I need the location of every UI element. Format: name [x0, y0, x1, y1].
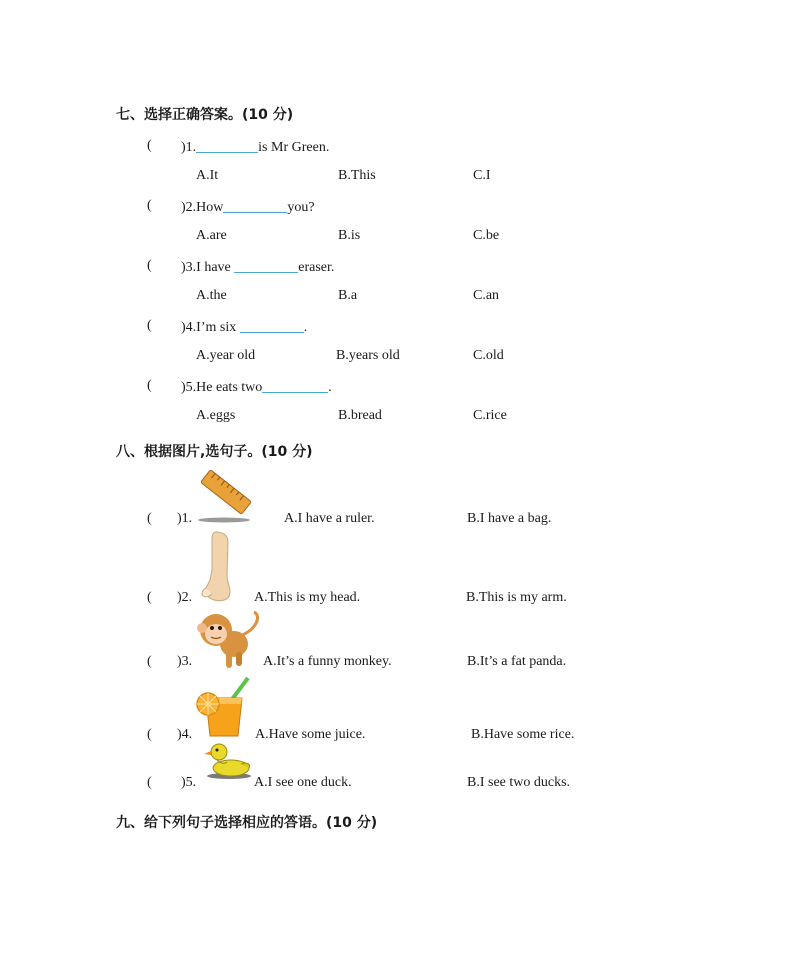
- question-text-after: eraser.: [298, 260, 335, 275]
- question-text-before: How: [196, 200, 224, 215]
- question-text-after: .: [328, 380, 332, 395]
- option-a: A.This is my head.: [254, 590, 361, 605]
- question-7-4: [181, 318, 307, 336]
- answer-blank[interactable]: [196, 138, 258, 153]
- question-number: )2.: [181, 200, 197, 215]
- option-b: B.bread: [338, 408, 382, 423]
- question-text-before: I’m six: [196, 320, 240, 335]
- monkey-icon: [196, 606, 266, 670]
- option-a: A.the: [196, 288, 227, 303]
- question-7-2: [181, 198, 315, 216]
- arm-icon: [200, 530, 236, 604]
- answer-blank[interactable]: [262, 378, 328, 393]
- question-number: )4.: [181, 320, 197, 335]
- option-a: A.eggs: [196, 408, 236, 423]
- answer-paren: (: [147, 198, 152, 213]
- question-7-1: [181, 138, 329, 156]
- answer-paren: (: [147, 775, 152, 790]
- option-c: C.old: [473, 348, 504, 363]
- question-text-before: I have: [196, 260, 235, 275]
- option-c: C.rice: [473, 408, 507, 423]
- ruler-icon: [196, 470, 256, 524]
- answer-paren: (: [147, 258, 152, 273]
- answer-paren: (: [147, 727, 152, 742]
- duck-icon: [203, 742, 255, 780]
- question-number: )3.: [181, 260, 197, 275]
- option-b: B.is: [338, 228, 361, 243]
- question-7-5: [181, 378, 332, 396]
- answer-paren: (: [147, 378, 152, 393]
- answer-blank[interactable]: [234, 258, 298, 273]
- option-b: B.I see two ducks.: [467, 775, 571, 790]
- juice-icon: [196, 676, 254, 740]
- option-c: C.an: [473, 288, 500, 303]
- option-a: A.It’s a funny monkey.: [263, 654, 392, 669]
- answer-paren: (: [147, 590, 152, 605]
- section-7-title: 七、选择正确答案。(10 分): [116, 107, 294, 123]
- section-8-title: 八、根据图片,选句子。(10 分): [116, 444, 313, 460]
- option-c: C.be: [473, 228, 500, 243]
- option-a: A.I have a ruler.: [284, 511, 375, 526]
- option-c: C.I: [473, 168, 491, 183]
- option-a: A.are: [196, 228, 227, 243]
- answer-paren: (: [147, 138, 152, 153]
- question-7-3: [181, 258, 334, 276]
- question-number: )3.: [177, 654, 193, 669]
- question-number: )5.: [181, 775, 197, 790]
- question-text-before: He eats two: [196, 380, 263, 395]
- question-text-after: you?: [287, 200, 315, 215]
- question-number: )5.: [181, 380, 197, 395]
- option-a: A.year old: [196, 348, 256, 363]
- option-b: B.This is my arm.: [466, 590, 567, 605]
- section-9-title: 九、给下列句子选择相应的答语。(10 分): [116, 815, 378, 831]
- answer-paren: (: [147, 511, 152, 526]
- answer-blank[interactable]: [240, 318, 304, 333]
- question-number: )1.: [181, 140, 197, 155]
- option-b: B.a: [338, 288, 358, 303]
- option-b: B.I have a bag.: [467, 511, 552, 526]
- answer-blank[interactable]: [223, 198, 287, 213]
- option-b: B.years old: [336, 348, 400, 363]
- question-text-after: is Mr Green.: [258, 140, 330, 155]
- option-b: B.It’s a fat panda.: [467, 654, 567, 669]
- option-b: B.This: [338, 168, 376, 183]
- option-a: A.It: [196, 168, 219, 183]
- question-number: )1.: [177, 511, 193, 526]
- option-b: B.Have some rice.: [471, 727, 575, 742]
- option-a: A.I see one duck.: [254, 775, 352, 790]
- option-a: A.Have some juice.: [255, 727, 366, 742]
- answer-paren: (: [147, 318, 152, 333]
- question-text-after: .: [303, 320, 308, 335]
- answer-paren: (: [147, 654, 152, 669]
- question-number: )4.: [177, 727, 193, 742]
- question-number: )2.: [177, 590, 193, 605]
